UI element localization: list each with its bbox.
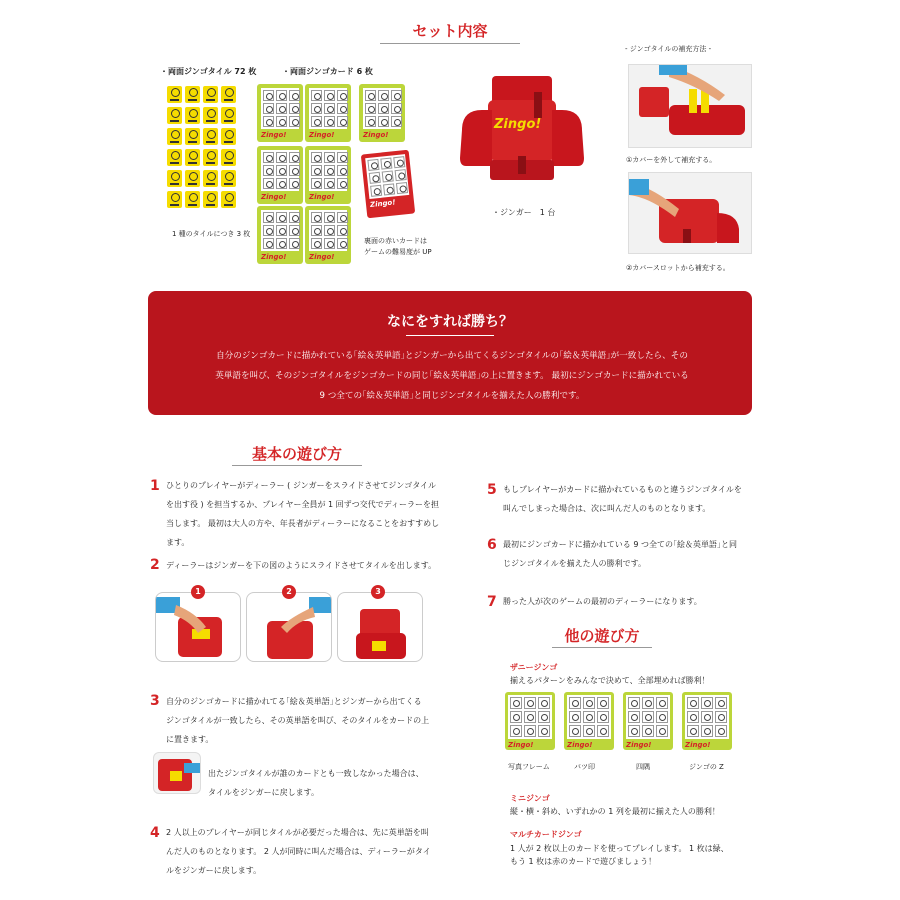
card-logo: Zingo! [685,741,711,749]
tile [203,191,218,208]
tiles-label: ・両面ジンゴタイル 72 枚 [160,67,257,76]
slide-step-badge: 3 [371,585,385,599]
tile [185,128,200,145]
zingo-card [305,84,351,142]
tile [185,86,200,103]
zingo-card [257,84,303,142]
cards-label: ・両面ジンゴカード 6 枚 [282,67,373,76]
tile [167,86,182,103]
card-logo: Zingo! [261,253,287,261]
zingo-card-red [361,150,415,219]
refill-photo-2 [628,172,752,254]
card-logo: Zingo! [363,131,389,139]
tile-grid [167,86,236,208]
win-text [172,346,732,406]
refill-step-1: ①カバーを外して補充する。 [626,156,717,164]
tile [167,149,182,166]
win-line-2: 英単語を叫び、そのジンゴタイルをジンゴカードの同じ｢絵＆英単語｣の上に置きます。 最初にジンゴカードに描かれている [215,371,689,381]
tile [185,107,200,124]
tile [167,107,182,124]
zinger-image [452,70,592,190]
card-logo: Zingo! [309,193,335,201]
win-title-underline [406,335,494,336]
return-tile-photo [153,752,201,794]
step-3-note [208,764,468,802]
slide-step-badge: 2 [282,585,296,599]
tile [221,107,236,124]
step-3-line: に置きます。 [166,735,214,744]
card-logo: Zingo! [567,741,593,749]
win-line-1: 自分のジンゴカードに描かれている｢絵＆英単語｣とジンガーから出てくるジンゴタイルの｢絵＆英単語｣が一致したら、その [216,351,688,361]
tile [221,191,236,208]
step-1-text [166,476,466,552]
step-2-text: ディーラーはジンガーを下の図のようにスライドさせてタイルを出します。 [166,561,437,570]
card-logo: Zingo! [508,741,534,749]
step-number-5: 5 [487,482,497,498]
pattern-card-photo-frame [505,692,555,750]
pattern-label: 写真フレーム [508,763,550,771]
step-3-text [166,692,466,749]
step-3-note-line: タイルをジンガーに戻します。 [208,788,319,797]
zinger-label: ・ジンガー 1 台 [492,208,556,217]
pattern-label: バツ印 [574,763,595,771]
card-logo: Zingo! [309,131,335,139]
card-logo: Zingo! [261,193,287,201]
refill-photo-1 [628,64,752,148]
tile [185,191,200,208]
step-number-4: 4 [150,825,160,841]
card-logo: Zingo! [626,741,652,749]
title-underline [232,465,362,466]
step-4-line: 2 人以上のプレイヤーが同じタイルが必要だった場合は、先に英単語を叫 [166,828,429,837]
tile [185,149,200,166]
step-number-3: 3 [150,693,160,709]
multi-card-zingo-text [510,843,729,869]
win-title: なにをすれば勝ち？ [387,314,513,330]
tile [221,86,236,103]
tiles-note: 1 種のタイルにつき 3 枚 [172,230,251,238]
tile [221,149,236,166]
section-title-contents: セット内容 [412,22,488,40]
win-line-3: 9 つ全ての｢絵＆英単語｣と同じジンゴタイルを揃えた人の勝利です。 [319,391,585,401]
card-logo: Zingo! [261,131,287,139]
pattern-card-z [682,692,732,750]
section-title-basic: 基本の遊び方 [251,445,342,463]
zingo-card [257,206,303,264]
mini-zingo-title: ミニジンゴ [510,794,550,803]
step-number-6: 6 [487,537,497,553]
tile [167,170,182,187]
red-card-note-2: ゲームの難易度が UP [364,248,432,256]
section-title-other: 他の遊び方 [564,627,640,645]
card-logo: Zingo! [369,198,396,209]
pattern-label: ジンゴの Z [689,763,724,771]
step-6-text [503,535,763,573]
step-1-line: を出す役 ) を担当するか、プレイヤー全員が 1 回ずつ交代でディーラーを担 [166,500,440,509]
step-3-line: 自分のジンゴカードに描かれてる｢絵＆英単語｣とジンガーから出てくる [166,697,422,706]
tile [203,128,218,145]
zany-zingo-text: 揃えるパターンをみんなで決めて、全部埋めれば勝利！ [510,676,710,685]
card-logo: Zingo! [309,253,335,261]
multi-card-line: もう 1 枚は赤のカードで遊びましょう！ [510,856,657,866]
step-7-text: 勝った人が次のゲームの最初のディーラーになります。 [503,597,702,606]
tile [221,128,236,145]
title-underline [552,647,652,648]
tile [167,128,182,145]
mini-zingo-text: 縦・横・斜め、いずれかの 1 列を最初に揃えた人の勝利！ [510,807,720,816]
tile [203,149,218,166]
refill-title: - ジンゴタイルの補充方法 - [625,45,712,53]
tile [167,191,182,208]
step-5-text [503,480,763,518]
tile [185,170,200,187]
step-number-7: 7 [487,594,497,610]
zinger-logo: Zingo! [494,117,542,132]
step-4-text [166,823,466,880]
step-6-line: 最初にジンゴカードに描かれている 9 つ全ての｢絵＆英単語｣と同 [503,540,737,549]
tile [203,107,218,124]
step-number-1: 1 [150,478,160,494]
zingo-card [305,146,351,204]
multi-card-line: 1 人が 2 枚以上のカードを使ってプレイします。 1 枚は緑、 [510,844,729,853]
step-1-line: ひとりのプレイヤーがディーラー ( ジンガーをスライドさせてジンゴタイル [166,481,437,490]
step-3-line: ジンゴタイルが一致したら、その英単語を叫び、そのタイルをカードの上 [166,716,430,725]
red-card-note-1: 裏面の赤いカードは [364,237,427,245]
step-5-line: 叫んでしまった場合は、次に叫んだ人のものとなります。 [503,504,711,513]
pattern-card-corners [623,692,673,750]
tile [203,86,218,103]
slide-step-image-3 [337,592,423,662]
multi-card-zingo-title: マルチカードジンゴ [510,830,582,839]
pattern-label: 四隅 [636,763,650,771]
step-3-note-line: 出たジンゴタイルが誰のカードとも一致しなかった場合は、 [208,769,424,778]
pattern-card-x [564,692,614,750]
step-1-line: ます。 [166,538,190,547]
step-number-2: 2 [150,557,160,573]
zingo-card [257,146,303,204]
step-6-line: じジンゴタイルを揃えた人の勝利です。 [503,559,646,568]
slide-step-image-1 [155,592,241,662]
tile [221,170,236,187]
slide-step-badge: 1 [191,585,205,599]
slide-step-image-2 [246,592,332,662]
step-4-line: ルをジンガーに戻します。 [166,866,262,875]
tile [203,170,218,187]
step-1-line: 当します。 最初は大人の方や、年長者がディーラーになることをおすすめし [166,519,440,528]
title-underline [380,43,520,44]
zany-zingo-title: ザニージンゴ [510,663,558,672]
step-5-line: もしプレイヤーがカードに描かれているものと違うジンゴタイルを [503,485,742,494]
refill-step-2: ②カバースロットから補充する。 [626,264,730,272]
win-condition-box [148,291,752,415]
zingo-card [359,84,405,142]
step-4-line: んだ人のものとなります。 2 人が同時に叫んだ場合は、ディーラーがタイ [166,847,431,856]
zingo-card [305,206,351,264]
